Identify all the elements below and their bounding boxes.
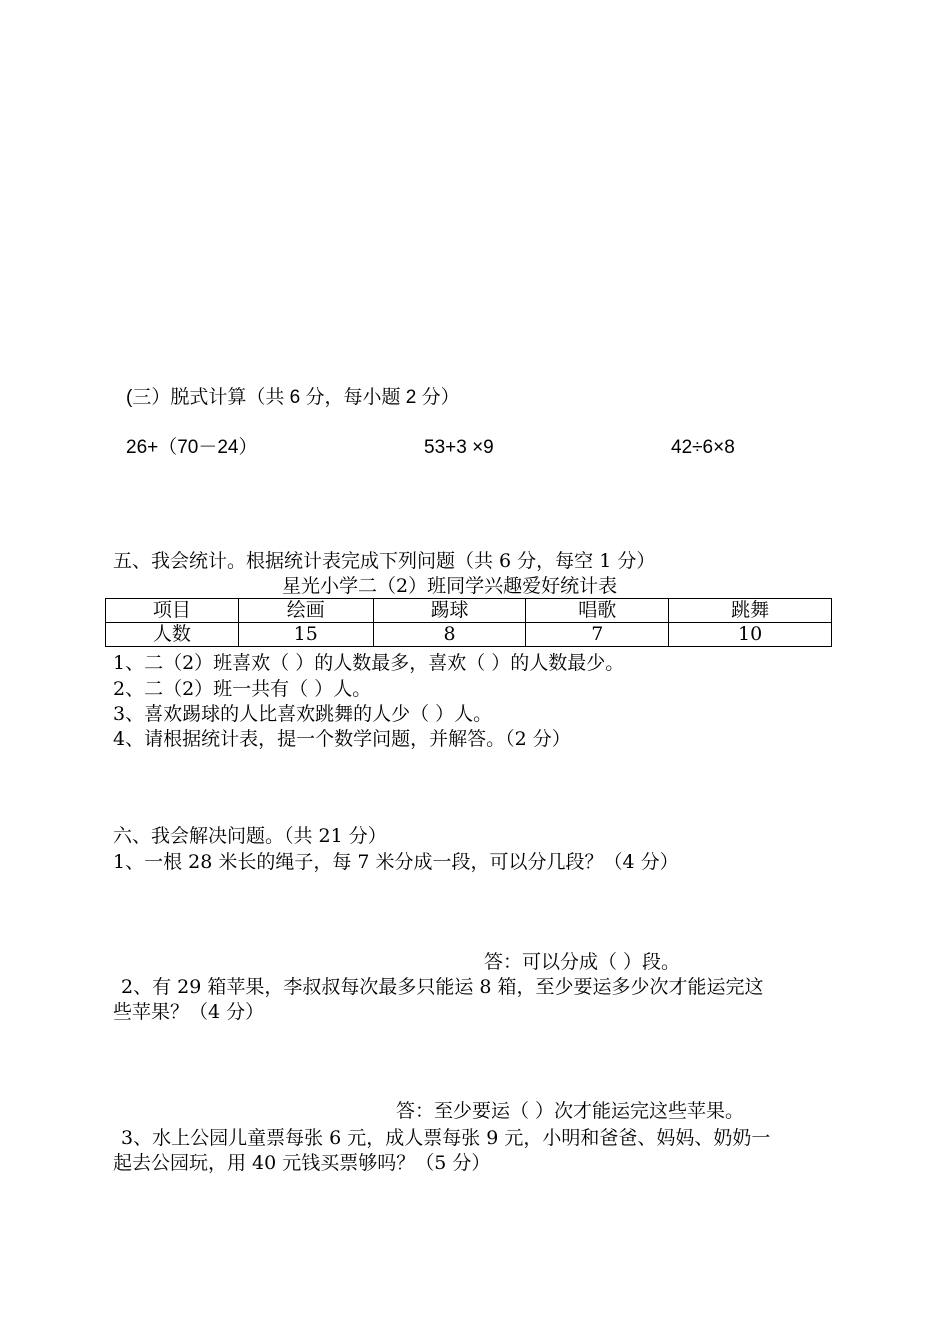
- answer-6-2: 答：至少要运（ ）次才能运完这些苹果。: [396, 1100, 745, 1122]
- table-cell: 人数: [106, 623, 239, 647]
- table-cell: 踢球: [373, 599, 526, 623]
- table-cell: 跳舞: [669, 599, 832, 623]
- question-5-4: 4、请根据统计表，提一个数学问题，并解答。（2 分）: [113, 728, 571, 750]
- table-header-row: [106, 599, 832, 623]
- problem-6-3-line2: 起去公园玩，用 40 元钱买票够吗？（5 分）: [113, 1152, 491, 1174]
- expression-3: 42÷6×8: [671, 437, 735, 458]
- table-cell: 15: [238, 623, 373, 647]
- question-5-1: 1、二（2）班喜欢（ ）的人数最多，喜欢（ ）的人数最少。: [113, 652, 625, 674]
- problem-6-2-line2: 些苹果？（4 分）: [113, 1001, 265, 1023]
- section5-heading: 五、我会统计。根据统计表完成下列问题（共 6 分，每空 1 分）: [113, 550, 656, 572]
- table-cell: 绘画: [238, 599, 373, 623]
- expression-1: 26+（70－24）: [126, 437, 258, 458]
- problem-6-2-line1: 2、有 29 箱苹果，李叔叔每次最多只能运 8 箱，至少要运多少次才能运完这: [121, 976, 764, 998]
- answer-6-1: 答：可以分成（ ）段。: [484, 951, 681, 973]
- table-title: 星光小学二（2）班同学兴趣爱好统计表: [282, 575, 618, 597]
- table-cell: 唱歌: [526, 599, 669, 623]
- table-cell: 7: [526, 623, 669, 647]
- table-row: [106, 623, 832, 647]
- question-5-2: 2、二（2）班一共有（ ）人。: [113, 678, 372, 700]
- section3-heading: (三）脱式计算（共 6 分，每小题 2 分）: [126, 387, 460, 408]
- expression-2: 53+3 ×9: [424, 437, 494, 458]
- table-cell: 项目: [106, 599, 239, 623]
- question-5-3: 3、喜欢踢球的人比喜欢跳舞的人少（ ）人。: [113, 703, 493, 725]
- problem-6-1: 1、一根 28 米长的绳子，每 7 米分成一段，可以分几段？（4 分）: [113, 851, 679, 873]
- problem-6-3-line1: 3、水上公园儿童票每张 6 元，成人票每张 9 元，小明和爸爸、妈妈、奶奶一: [121, 1127, 771, 1149]
- statistics-table: [105, 598, 832, 647]
- table-cell: 8: [373, 623, 526, 647]
- table-cell: 10: [669, 623, 832, 647]
- section6-heading: 六、我会解决问题。（共 21 分）: [113, 825, 387, 847]
